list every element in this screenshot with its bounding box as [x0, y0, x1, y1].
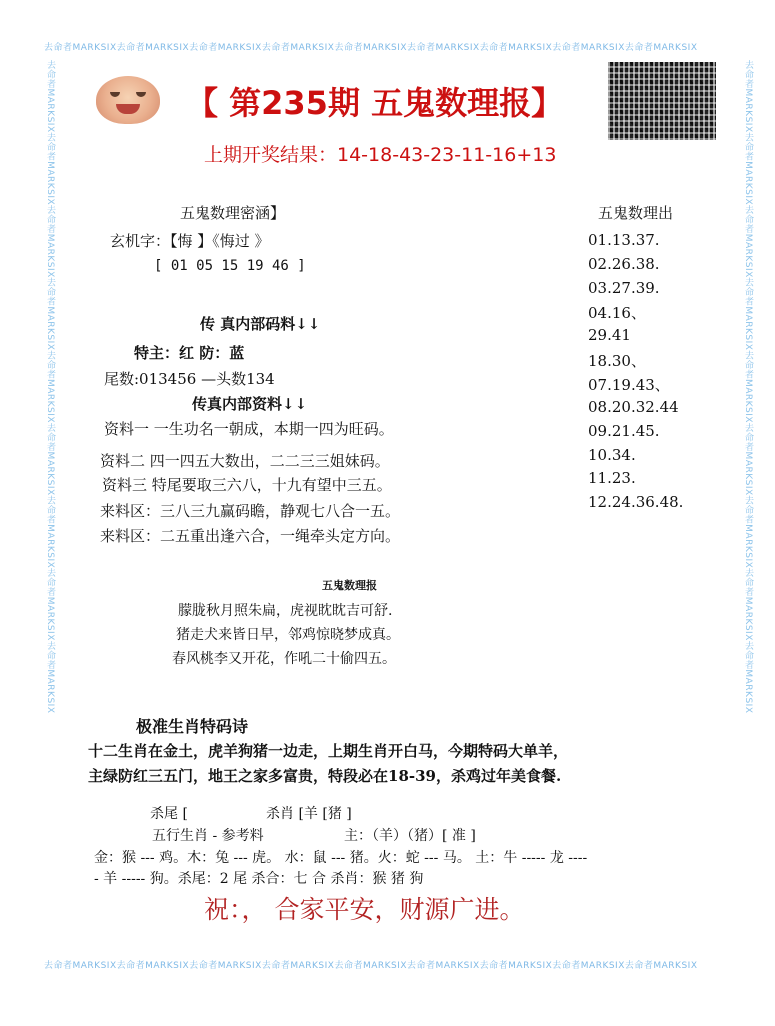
- number-list-item: 09.21.45.: [588, 422, 660, 440]
- zodiac-line: 主绿防红三五门，地王之家多富贵，特段必在18-39，杀鸡过年美食餐.: [88, 767, 562, 785]
- watermark-top: 去命者MARKSIX去命者MARKSIX去命者MARKSIX去命者MARKSIX去命者MARKSIX去命者MARKSIX去命者MARKSIX去命者MARKSIX去命者MARKSIX: [44, 43, 698, 53]
- info-item: 来料区：二五重出逢六合，一绳牵头定方向。: [100, 527, 401, 545]
- fax-title-2: 传真内部资料↓↓: [192, 395, 308, 413]
- poem-line: 猪走犬来皆日早，邻鸡惊晓梦成真。: [176, 627, 400, 643]
- watermark-left: 去命者MARKSIX去命者MARKSIX去命者MARKSIX去命者MARKSIX去命者MARKSIX去命者MARKSIX去命者MARKSIX去命者MARKSIX去命者MARKSIX: [45, 60, 55, 714]
- number-list-item: 02.26.38.: [588, 255, 660, 273]
- lucky-numbers: [ 01 05 15 19 46 ]: [154, 258, 306, 274]
- kill-zodiac: 杀肖 [羊 [猪 ]: [266, 806, 352, 822]
- number-list-item: 07.19.43、: [588, 376, 670, 394]
- number-list-title: 五鬼数理出: [598, 204, 674, 222]
- fax-title-1: 传 真内部码料↓↓: [200, 315, 321, 333]
- tail-head-numbers: 尾数:013456 —头数134: [104, 370, 275, 388]
- mascot-face-icon: [96, 76, 160, 124]
- qr-code-icon: [608, 62, 716, 140]
- last-result: 上期开奖结果：14-18-43-23-11-16+13: [204, 144, 557, 166]
- section-title: 五鬼数理密涵】: [180, 204, 286, 222]
- info-item: 资料三 特尾要取三六八，十九有望中三五。: [102, 476, 392, 494]
- number-list-item: 29.41: [588, 326, 631, 344]
- info-item: 来料区：三八三九赢码瞻，静观七八合一五。: [100, 502, 401, 520]
- kill-tail: 杀尾 [: [150, 806, 188, 822]
- watermark-bottom: 去命者MARKSIX去命者MARKSIX去命者MARKSIX去命者MARKSIX去命者MARKSIX去命者MARKSIX去命者MARKSIX去命者MARKSIX去命者MARKSIX: [44, 961, 698, 971]
- zodiac-title: 极准生肖特码诗: [136, 717, 249, 736]
- number-list-item: 08.20.32.44: [588, 398, 679, 416]
- main-zodiac: 主：（羊）（猪）[ 准 ]: [344, 828, 476, 844]
- riddle-text: 玄机字：【悔 】《悔过 》: [110, 232, 270, 250]
- elements-line: 金：猴 --- 鸡。木：兔 --- 虎。 水：鼠 --- 猪。火：蛇 --- 马。 土：牛 ----- 龙 ----: [94, 850, 588, 866]
- info-item: 资料一 一生功名一朝成，本期一四为旺码。: [104, 420, 394, 438]
- info-item: 资料二 四一四五大数出，二二三三姐妹码。: [100, 452, 390, 470]
- poem-title: 五鬼数理报: [322, 579, 377, 592]
- number-list-item: 18.30、: [588, 352, 646, 370]
- wuxing-label: 五行生肖 - 参考料: [152, 828, 264, 844]
- zodiac-line: 十二生肖在金土，虎羊狗猪一边走，上期生肖开白马，今期特码大单羊，: [88, 742, 569, 760]
- number-list-item: 01.13.37.: [588, 231, 660, 249]
- number-list-item: 11.23.: [588, 469, 636, 487]
- poem-line: 朦胧秋月照朱扁，虎视眈眈吉可舒.: [178, 603, 393, 619]
- number-list-item: 04.16、: [588, 304, 646, 322]
- number-list-item: 03.27.39.: [588, 279, 660, 297]
- poem-line: 春风桃李又开花，作吼二十偷四五。: [172, 651, 396, 667]
- blessing-text: 祝：， 合家平安，财源广进。: [204, 895, 525, 924]
- elements-line: - 羊 ----- 狗。杀尾：2 尾 杀合：七 合 杀肖：猴 猪 狗: [94, 871, 424, 887]
- number-list-item: 12.24.36.48.: [588, 493, 684, 511]
- watermark-right: 去命者MARKSIX去命者MARKSIX去命者MARKSIX去命者MARKSIX去命者MARKSIX去命者MARKSIX去命者MARKSIX去命者MARKSIX去命者MARKSIX: [743, 60, 753, 714]
- special-colors: 特主：红 防：蓝: [134, 344, 245, 362]
- page-title: 【 第235期 五鬼数理报】: [186, 84, 564, 122]
- number-list-item: 10.34.: [588, 446, 636, 464]
